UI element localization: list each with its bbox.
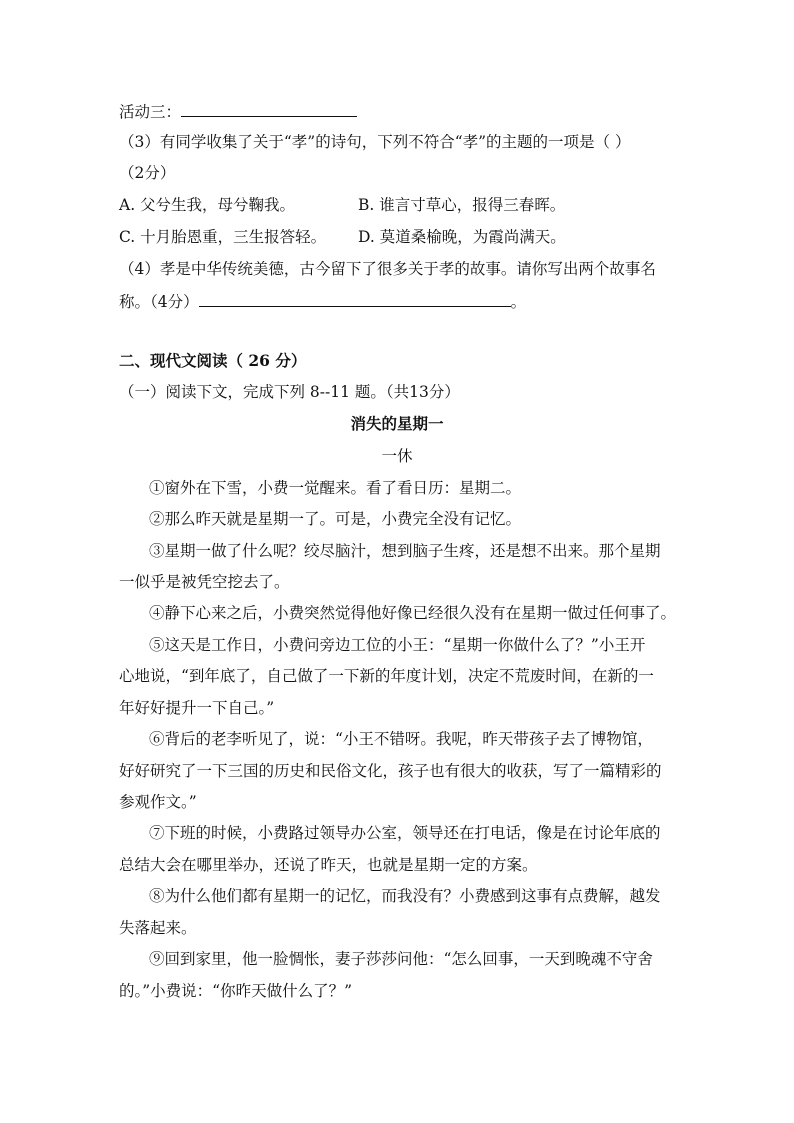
paragraph-line: 参观作文。” <box>119 793 197 811</box>
paragraph-line: ⑦下班的时候，小费路过领导办公室，领导还在打电话，像是在讨论年底的 <box>149 824 661 842</box>
q3-points: （2分） <box>119 164 176 182</box>
activity3-label: 活动三： <box>119 103 182 121</box>
q3-option-d[interactable]: D. 莫道桑榆晚，为霞尚满天。 <box>358 228 566 246</box>
paragraph-line: ③星期一做了什么呢？绞尽脑汁，想到脑子生疼，还是想不出来。那个星期 <box>149 542 661 560</box>
paragraph-line: ⑧为什么他们都有星期一的记忆，而我没有？小费感到这事有点费解，越发 <box>149 887 661 905</box>
paragraph-line: 总结大会在哪里举办，还说了昨天，也就是星期一定的方案。 <box>119 856 538 874</box>
q4-end: 。 <box>510 293 527 311</box>
paragraph-line: ①窗外在下雪，小费一觉醒来。看了看日历：星期二。 <box>149 479 522 497</box>
paragraph-line: 心地说，“到年底了，自己做了一下新的年度计划，决定不荒废时间，在新的一 <box>119 667 654 685</box>
paragraph-line: ②那么昨天就是星期一了。可是，小费完全没有记忆。 <box>149 510 522 528</box>
paragraph-line: 的。”小费说：“你昨天做什么了？” <box>119 982 353 1000</box>
paragraph-line: 一似乎是被凭空挖去了。 <box>119 573 290 591</box>
paragraph-line: ⑨回到家里，他一脸惆怅，妻子莎莎问他：“怎么回事，一天到晚魂不守舍 <box>149 950 653 968</box>
section2-instructions: （一）阅读下文，完成下列 8--11 题。（共13分） <box>119 383 460 401</box>
q4-answer-blank[interactable] <box>199 289 511 307</box>
article-title: 消失的星期一 <box>350 414 444 433</box>
q4-row2 <box>119 289 526 313</box>
activity3-row <box>119 99 357 123</box>
q3-option-a[interactable]: A. 父兮生我，母兮鞠我。 <box>119 196 296 214</box>
article-author: 一休 <box>381 447 413 465</box>
section2-heading: 二、现代文阅读（ 26 分） <box>119 351 307 370</box>
q4-line1: （4）孝是中华传统美德，古今留下了很多关于孝的故事。请你写出两个故事名 <box>119 260 656 278</box>
paragraph-line: 失落起来。 <box>119 919 197 937</box>
paragraph-line: 好好研究了一下三国的历史和民俗文化，孩子也有很大的收获，写了一篇精彩的 <box>119 762 662 780</box>
activity3-answer-blank[interactable] <box>181 99 357 117</box>
paragraph-line: 年好好提升一下自己。” <box>119 699 275 717</box>
q3-option-b[interactable]: B. 谁言寸草心，报得三春晖。 <box>358 196 566 214</box>
paragraph-line: ⑤这天是工作日，小费问旁边工位的小王：“星期一你做什么了？”小王开 <box>149 636 646 654</box>
q4-line2: 称。（4分） <box>119 293 199 311</box>
q3-stem: （3）有同学收集了关于“孝”的诗句，下列不符合“孝”的主题的一项是（ ） <box>119 133 631 151</box>
paragraph-line: ⑥背后的老李听见了，说：“小王不错呀。我呢，昨天带孩子去了博物馆， <box>149 730 653 748</box>
q3-option-c[interactable]: C. 十月胎恩重，三生报答轻。 <box>119 228 327 246</box>
paragraph-line: ④静下心来之后，小费突然觉得他好像已经很久没有在星期一做过任何事了。 <box>149 604 677 622</box>
